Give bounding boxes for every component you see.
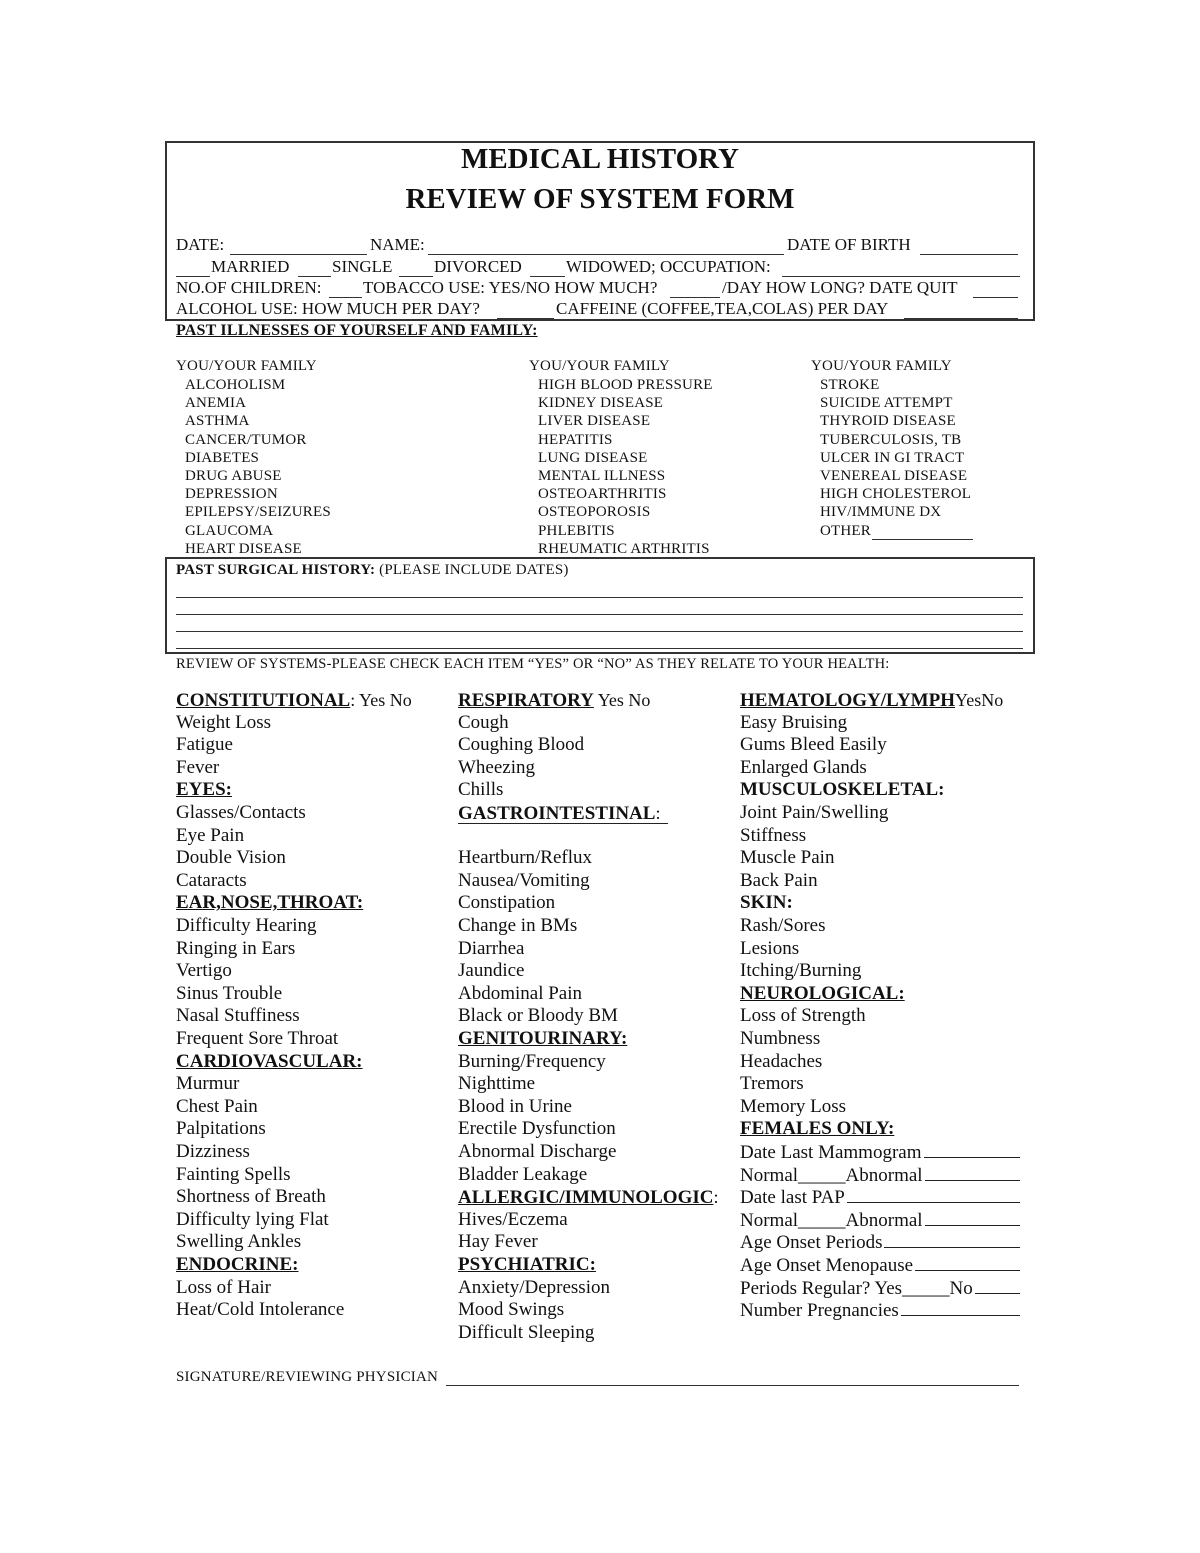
section-heading: FEMALES ONLY: xyxy=(740,1118,895,1140)
section-heading: GASTROINTESTINAL xyxy=(458,803,656,824)
section-heading: ENDOCRINE: xyxy=(176,1254,299,1275)
illness-item[interactable]: CANCER/TUMOR xyxy=(185,431,307,448)
ros-item-fever[interactable] xyxy=(176,757,219,780)
ros-item-label: Loss of Hair xyxy=(176,1276,271,1298)
answer-blank[interactable] xyxy=(901,1299,1020,1316)
date-field[interactable] xyxy=(230,254,367,255)
ros-section-ear-nose-throat xyxy=(176,892,363,915)
illness-item[interactable]: MENTAL ILLNESS xyxy=(538,468,666,485)
ros-item-numbness[interactable] xyxy=(740,1028,820,1051)
ros-item-label: Rash/Sores xyxy=(740,915,826,936)
illness-item[interactable]: THYROID DISEASE xyxy=(820,413,956,430)
ros-item-label: Anxiety/Depression xyxy=(458,1276,610,1298)
ros-item-label: Periods Regular? Yes_____No xyxy=(740,1277,973,1299)
ros-item-headaches[interactable] xyxy=(740,1051,822,1074)
section-heading: NEUROLOGICAL: xyxy=(740,982,905,1004)
ros-item-label: Cough xyxy=(458,711,509,733)
children-label: NO.OF CHILDREN: xyxy=(176,278,322,297)
ros-item-label: Loss of Strength xyxy=(740,1005,866,1027)
ros-section-psychiatric xyxy=(458,1254,596,1277)
illness-item[interactable]: HIGH BLOOD PRESSURE xyxy=(538,377,713,393)
ros-item-label: Date last PAP xyxy=(740,1187,845,1209)
ros-item-label: Palpitations xyxy=(176,1118,266,1140)
name-label: NAME: xyxy=(370,235,425,254)
ros-section-eyes xyxy=(176,779,232,802)
answer-blank[interactable] xyxy=(924,1141,1020,1158)
ros-item-label: Coughing Blood xyxy=(458,734,585,756)
section-heading: EAR,NOSE,THROAT: xyxy=(176,892,364,914)
ros-section-musculoskeletal xyxy=(740,779,944,802)
illness-list-3 xyxy=(820,376,971,540)
ros-item-label: Nausea/Vomiting xyxy=(458,869,590,891)
ros-section-endocrine xyxy=(176,1254,298,1277)
illness-item[interactable]: ANEMIA xyxy=(185,395,247,412)
illness-item[interactable]: TUBERCULOSIS, TB xyxy=(820,431,962,448)
ros-item-label: Change in BMs xyxy=(458,915,578,936)
ros-item-enlarged-glands[interactable] xyxy=(740,757,867,780)
tobacco-howlong-label: /DAY HOW LONG? DATE QUIT xyxy=(722,278,958,297)
illness-item[interactable]: DRUG ABUSE xyxy=(185,468,282,485)
section-heading: CONSTITUTIONAL xyxy=(176,690,351,711)
ros-item-label: Joint Pain/Swelling xyxy=(740,802,889,823)
ros-item-label: Muscle Pain xyxy=(740,847,835,869)
section-heading: EYES: xyxy=(176,779,232,801)
tobacco-label: TOBACCO USE: YES/NO HOW MUCH? xyxy=(363,278,658,297)
ros-item-eye-pain[interactable] xyxy=(176,825,244,848)
ros-item-dizziness[interactable] xyxy=(176,1141,250,1164)
caffeine-field[interactable] xyxy=(904,318,1018,319)
ros-item-date-last-mammogram[interactable] xyxy=(740,1141,1020,1165)
illness-list-2 xyxy=(538,376,713,558)
ros-item-label: Stiffness xyxy=(740,824,807,846)
ros-item-label: Tremors xyxy=(740,1073,804,1095)
ros-item-vertigo[interactable] xyxy=(176,960,232,983)
ros-item-label: Mood Swings xyxy=(458,1299,565,1321)
ros-item-double-vision[interactable] xyxy=(176,847,286,870)
illness-item[interactable]: PHLEBITIS xyxy=(538,522,615,539)
ros-item-age-onset-menopause[interactable] xyxy=(740,1254,1020,1278)
ros-item-normal-abnormal[interactable] xyxy=(740,1209,1020,1233)
ros-item-murmur[interactable] xyxy=(176,1073,239,1096)
single-check[interactable] xyxy=(298,276,331,277)
ros-item-label: Eye Pain xyxy=(176,824,245,846)
section-heading: SKIN: xyxy=(740,892,793,914)
ros-section-genitourinary xyxy=(458,1028,627,1051)
illness-item[interactable]: OSTEOARTHRITIS xyxy=(538,486,667,503)
ros-item-easy-bruising[interactable] xyxy=(740,712,847,735)
ros-item-label: Abnormal Discharge xyxy=(458,1141,617,1162)
ros-item-burning-frequency[interactable] xyxy=(458,1051,606,1074)
ros-item-difficulty-lying-flat[interactable] xyxy=(176,1209,329,1232)
ros-item-label: Enlarged Glands xyxy=(740,756,867,778)
ros-item-glasses-contacts[interactable] xyxy=(176,802,306,825)
ros-item-label: Fever xyxy=(176,756,220,778)
ros-item-coughing-blood[interactable] xyxy=(458,734,584,757)
children-field[interactable] xyxy=(329,297,362,298)
ros-item-label: Difficulty lying Flat xyxy=(176,1208,329,1230)
ros-item-loss-of-strength[interactable] xyxy=(740,1005,866,1028)
ros-item-label: Cataracts xyxy=(176,869,247,891)
ros-item-wheezing[interactable] xyxy=(458,757,535,780)
occupation-field[interactable] xyxy=(782,276,1020,277)
ros-item-label: Frequent Sore Throat xyxy=(176,1028,339,1049)
ros-item-label: Number Pregnancies xyxy=(740,1300,899,1322)
illness-col3-header: YOU/YOUR FAMILY xyxy=(811,358,952,374)
ros-item-label: Heartburn/Reflux xyxy=(458,847,593,869)
illness-item[interactable]: GLAUCOMA xyxy=(185,522,274,539)
ros-instruction: REVIEW OF SYSTEMS-PLEASE CHECK EACH ITEM “YES” OR “NO” AS THEY RELATE TO YOUR HEALTH: xyxy=(176,656,890,672)
ros-item-label: Hives/Eczema xyxy=(458,1208,568,1230)
ros-item-sinus-trouble[interactable] xyxy=(176,983,282,1006)
ros-item-black-or-bloody-bm[interactable] xyxy=(458,1005,618,1028)
illness-item[interactable]: KIDNEY DISEASE xyxy=(538,395,664,412)
illness-item[interactable]: SUICIDE ATTEMPT xyxy=(820,395,953,412)
ros-item-label: Blood in Urine xyxy=(458,1095,572,1117)
ros-item-number-pregnancies[interactable] xyxy=(740,1299,1020,1323)
illness-item[interactable]: STROKE xyxy=(820,377,880,393)
signature-field[interactable] xyxy=(446,1385,1019,1386)
ros-item-jaundice[interactable] xyxy=(458,960,524,983)
ros-section-neurological xyxy=(740,983,905,1006)
ros-item-label: Back Pain xyxy=(740,869,818,891)
ros-item-label: Nasal Stuffiness xyxy=(176,1005,300,1027)
ros-item-label: Normal_____Abnormal xyxy=(740,1164,923,1186)
ros-item-label: Age Onset Menopause xyxy=(740,1255,914,1276)
illness-item[interactable]: HEART DISEASE xyxy=(185,540,302,557)
illness-item[interactable]: LIVER DISEASE xyxy=(538,413,651,430)
alcohol-field[interactable] xyxy=(497,318,554,319)
ros-item-date-last-pap[interactable] xyxy=(740,1186,1020,1210)
answer-blank[interactable] xyxy=(975,1277,1020,1294)
ros-item-cataracts[interactable] xyxy=(176,870,247,893)
ros-item-hives-eczema[interactable] xyxy=(458,1209,568,1232)
alcohol-label: ALCOHOL USE: HOW MUCH PER DAY? xyxy=(176,299,480,318)
widowed-occupation-label: WIDOWED; OCCUPATION: xyxy=(566,257,771,276)
ros-item-label: Heat/Cold Intolerance xyxy=(176,1299,345,1321)
ros-item-label: Fainting Spells xyxy=(176,1163,291,1185)
surgical-heading xyxy=(176,562,569,579)
illness-item[interactable]: OTHER xyxy=(820,522,871,539)
ros-item-cough[interactable] xyxy=(458,712,509,735)
married-label: MARRIED xyxy=(211,257,290,276)
illness-item[interactable]: DIABETES xyxy=(185,449,260,466)
ros-item-label: Wheezing xyxy=(458,756,536,778)
ros-item-heartburn-reflux[interactable] xyxy=(458,847,592,870)
single-label: SINGLE xyxy=(332,257,393,276)
ros-section-skin xyxy=(740,892,793,915)
ros-item-anxiety-depression[interactable] xyxy=(458,1277,610,1300)
ros-item-erectile-dysfunction[interactable] xyxy=(458,1118,616,1141)
ros-item-label: Difficult Sleeping xyxy=(458,1321,595,1343)
ros-item-periods-regular-yes-no[interactable] xyxy=(740,1277,1020,1301)
section-heading: HEMATOLOGY/LYMPH xyxy=(740,690,956,711)
ros-item-gums-bleed-easily[interactable] xyxy=(740,734,887,757)
ros-item-age-onset-periods[interactable] xyxy=(740,1231,1020,1255)
ros-item-label: Bladder Leakage xyxy=(458,1163,588,1185)
ros-item-joint-pain-swelling[interactable] xyxy=(740,802,888,825)
ros-item-label: Memory Loss xyxy=(740,1095,847,1117)
section-suffix: YesNo xyxy=(955,690,1004,710)
answer-blank[interactable] xyxy=(915,1254,1020,1271)
ros-item-label: Weight Loss xyxy=(176,711,272,733)
ros-item-fatigue[interactable] xyxy=(176,734,233,757)
section-heading: PSYCHIATRIC: xyxy=(458,1254,596,1275)
section-suffix: Yes No xyxy=(593,690,651,710)
ros-item-swelling-ankles[interactable] xyxy=(176,1231,301,1254)
dob-label: DATE OF BIRTH xyxy=(787,235,911,254)
answer-blank[interactable] xyxy=(925,1164,1020,1181)
ros-item-rash-sores[interactable] xyxy=(740,915,826,938)
ros-item-memory-loss[interactable] xyxy=(740,1096,846,1119)
section-heading: RESPIRATORY xyxy=(458,690,594,711)
ros-item-weight-loss[interactable] xyxy=(176,712,271,735)
ros-item-muscle-pain[interactable] xyxy=(740,847,834,870)
illness-col2-header: YOU/YOUR FAMILY xyxy=(529,358,670,374)
married-check[interactable] xyxy=(176,276,210,277)
form-title: MEDICAL HISTORY xyxy=(460,143,740,175)
surgical-heading-label: PAST SURGICAL HISTORY: xyxy=(176,562,376,578)
ros-item-label: Sinus Trouble xyxy=(176,982,283,1004)
dob-field[interactable] xyxy=(920,254,1018,255)
surgical-note: (PLEASE INCLUDE DATES) xyxy=(379,562,569,578)
ros-item-label: Erectile Dysfunction xyxy=(458,1118,616,1140)
ros-section-respiratory xyxy=(458,689,650,713)
ros-item-fainting-spells[interactable] xyxy=(176,1164,291,1187)
other-illness-field[interactable] xyxy=(872,539,973,540)
illness-item[interactable]: ASTHMA xyxy=(185,413,250,430)
ros-item-label: Age Onset Periods xyxy=(740,1232,883,1254)
answer-blank[interactable] xyxy=(847,1186,1020,1203)
ros-item-abdominal-pain[interactable] xyxy=(458,983,582,1006)
ros-item-label: Ringing in Ears xyxy=(176,937,296,959)
date-label: DATE: xyxy=(176,235,225,254)
illness-item[interactable]: ALCOHOLISM xyxy=(185,377,286,393)
ros-item-nighttime[interactable] xyxy=(458,1073,535,1096)
ros-item-frequent-sore-throat[interactable] xyxy=(176,1028,338,1051)
ros-item-label: Double Vision xyxy=(176,847,286,869)
ros-item-palpitations[interactable] xyxy=(176,1118,266,1141)
surgical-line-3[interactable] xyxy=(176,631,1023,632)
ros-item-label: Lesions xyxy=(740,937,800,959)
ros-item-constipation[interactable] xyxy=(458,892,555,915)
illness-item[interactable]: EPILEPSY/SEIZURES xyxy=(185,504,331,521)
illness-item[interactable]: OSTEOPOROSIS xyxy=(538,504,651,521)
ros-item-loss-of-hair[interactable] xyxy=(176,1277,271,1300)
section-heading: ALLERGIC/IMMUNOLOGIC xyxy=(458,1187,714,1209)
ros-item-label: Jaundice xyxy=(458,960,525,982)
section-heading: CARDIOVASCULAR: xyxy=(176,1050,363,1072)
illness-item[interactable]: HIV/IMMUNE DX xyxy=(820,504,942,521)
ros-section-cardiovascular xyxy=(176,1051,363,1074)
name-field[interactable] xyxy=(428,254,784,255)
ros-section-females-only xyxy=(740,1118,894,1141)
illness-item[interactable]: ULCER IN GI TRACT xyxy=(820,449,965,466)
divorced-check[interactable] xyxy=(399,276,433,277)
ros-item-abnormal-discharge[interactable] xyxy=(458,1141,616,1164)
ros-item-label: Black or Bloody BM xyxy=(458,1005,618,1027)
ros-item-stiffness[interactable] xyxy=(740,825,806,848)
ros-item-heat-cold-intolerance[interactable] xyxy=(176,1299,344,1322)
ros-item-difficulty-hearing[interactable] xyxy=(176,915,317,938)
section-suffix: : xyxy=(655,803,661,823)
illness-list-1 xyxy=(185,376,331,558)
ros-item-shortness-of-breath[interactable] xyxy=(176,1186,326,1209)
section-heading: GENITOURINARY: xyxy=(458,1028,628,1049)
ros-item-change-in-bms[interactable] xyxy=(458,915,577,938)
ros-item-label: Gums Bleed Easily xyxy=(740,734,887,756)
caffeine-label: CAFFEINE (COFFEE,TEA,COLAS) PER DAY xyxy=(556,299,889,318)
ros-item-label: Burning/Frequency xyxy=(458,1050,606,1072)
illness-item[interactable]: DEPRESSION xyxy=(185,486,278,503)
date-quit-field[interactable] xyxy=(973,297,1018,298)
ros-item-label: Shortness of Breath xyxy=(176,1186,326,1208)
ros-item-label: Difficulty Hearing xyxy=(176,915,317,936)
ros-item-lesions[interactable] xyxy=(740,938,799,961)
ros-item-label: Glasses/Contacts xyxy=(176,802,306,823)
ros-item-label: Numbness xyxy=(740,1028,821,1049)
illness-item[interactable]: HIGH CHOLESTEROL xyxy=(820,486,972,503)
past-illnesses-heading: PAST ILLNESSES OF YOURSELF AND FAMILY: xyxy=(176,322,538,339)
ros-item-tremors[interactable] xyxy=(740,1073,804,1096)
widowed-check[interactable] xyxy=(530,276,565,277)
ros-item-label: Abdominal Pain xyxy=(458,982,583,1004)
ros-item-label: Swelling Ankles xyxy=(176,1231,302,1253)
signature-label: SIGNATURE/REVIEWING PHYSICIAN xyxy=(176,1369,439,1385)
illness-item[interactable]: HEPATITIS xyxy=(538,431,613,448)
surgical-line-1[interactable] xyxy=(176,597,1023,598)
ros-item-label: Chest Pain xyxy=(176,1095,258,1117)
ros-item-label: Fatigue xyxy=(176,734,233,756)
tobacco-amount-field[interactable] xyxy=(670,297,720,298)
illness-item[interactable]: LUNG DISEASE xyxy=(538,449,648,466)
ros-item-chest-pain[interactable] xyxy=(176,1096,258,1119)
ros-item-label: Date Last Mammogram xyxy=(740,1142,922,1163)
ros-item-label: Itching/Burning xyxy=(740,960,862,982)
illness-item[interactable]: VENEREAL DISEASE xyxy=(820,468,968,485)
ros-item-label: Hay Fever xyxy=(458,1231,538,1253)
illness-item[interactable]: RHEUMATIC ARTHRITIS xyxy=(538,540,710,557)
ros-item-chills[interactable] xyxy=(458,779,503,802)
ros-item-nausea-vomiting[interactable] xyxy=(458,870,590,893)
form-subtitle: REVIEW OF SYSTEM FORM xyxy=(405,183,795,215)
ros-section-hematology-lymph xyxy=(740,689,1003,713)
answer-blank[interactable] xyxy=(884,1231,1020,1248)
ros-item-hay-fever[interactable] xyxy=(458,1231,538,1254)
ros-item-bladder-leakage[interactable] xyxy=(458,1164,587,1187)
illness-col1-header: YOU/YOUR FAMILY xyxy=(176,358,317,374)
ros-item-label: Constipation xyxy=(458,892,556,914)
ros-item-label: Vertigo xyxy=(176,960,232,982)
answer-blank[interactable] xyxy=(925,1209,1020,1226)
ros-item-ringing-in-ears[interactable] xyxy=(176,938,295,961)
ros-item-normal-abnormal[interactable] xyxy=(740,1164,1020,1188)
ros-item-label: Murmur xyxy=(176,1073,240,1095)
ros-item-label: Easy Bruising xyxy=(740,711,848,733)
ros-item-label: Normal_____Abnormal xyxy=(740,1209,923,1231)
ros-item-label: Nighttime xyxy=(458,1073,536,1095)
divorced-label: DIVORCED xyxy=(434,257,522,276)
section-suffix: : xyxy=(713,1187,719,1208)
section-suffix: : Yes No xyxy=(350,690,412,710)
ros-item-back-pain[interactable] xyxy=(740,870,818,893)
ros-item-difficult-sleeping[interactable] xyxy=(458,1322,594,1345)
ros-item-label: Headaches xyxy=(740,1050,823,1072)
surgical-line-4[interactable] xyxy=(176,648,1023,649)
ros-item-blood-in-urine[interactable] xyxy=(458,1096,572,1119)
ros-section-constitutional xyxy=(176,689,412,713)
ros-item-mood-swings[interactable] xyxy=(458,1299,564,1322)
ros-item-label: Diarrhea xyxy=(458,937,525,959)
ros-item-diarrhea[interactable] xyxy=(458,938,524,961)
surgical-line-2[interactable] xyxy=(176,614,1023,615)
ros-item-label: Chills xyxy=(458,779,504,801)
ros-item-label: Dizziness xyxy=(176,1141,250,1162)
ros-item-nasal-stuffiness[interactable] xyxy=(176,1005,300,1028)
section-heading: MUSCULOSKELETAL: xyxy=(740,779,945,801)
ros-section-allergic-immunologic xyxy=(458,1186,718,1210)
ros-item-itching-burning[interactable] xyxy=(740,960,861,983)
